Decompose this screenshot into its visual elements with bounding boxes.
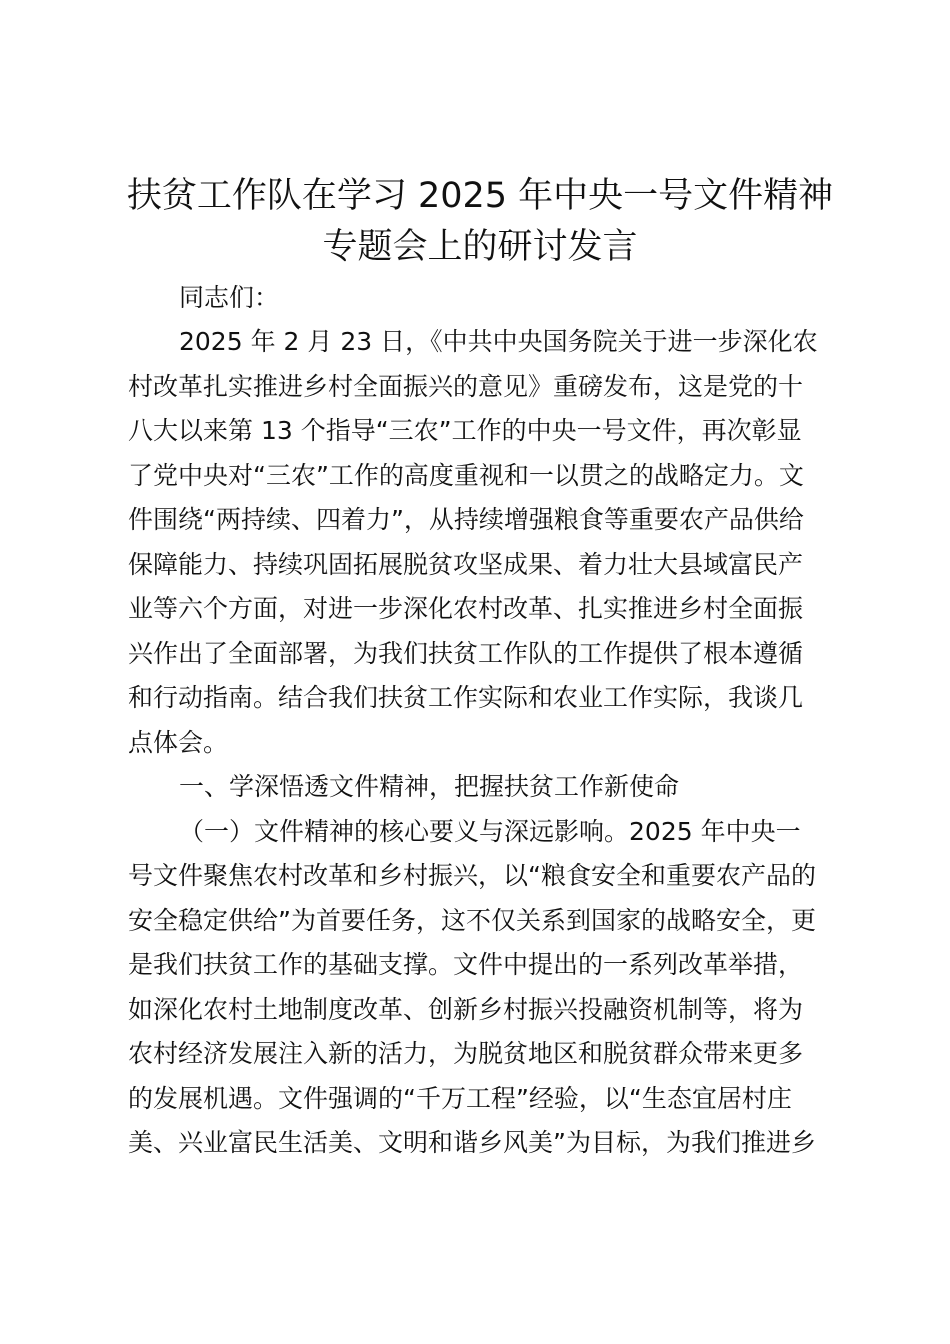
paragraph-line: 八大以来第 13 个指导“三农”工作的中央一号文件，再次彰显: [128, 416, 802, 445]
paragraph-line: 美、兴业富民生活美、文明和谐乡风美”为目标，为我们推进乡: [128, 1128, 816, 1157]
paragraph-line: 保障能力、持续巩固拓展脱贫攻坚成果、着力壮大县域富民产: [128, 550, 804, 579]
paragraph-line: 安全稳定供给”为首要任务，这不仅关系到国家的战略安全，更: [128, 906, 816, 935]
document-title-line-2: 专题会上的研讨发言: [322, 227, 638, 267]
paragraph-line: （一）文件精神的核心要义与深远影响。2025 年中央一: [179, 817, 801, 846]
paragraph-line: 农村经济发展注入新的活力，为脱贫地区和脱贫群众带来更多: [128, 1039, 804, 1068]
paragraph-line: 是我们扶贫工作的基础支撑。文件中提出的一系列改革举措，: [128, 950, 804, 979]
paragraph-line: 村改革扎实推进乡村全面振兴的意见》重磅发布，这是党的十: [128, 372, 804, 401]
paragraph-line: 业等六个方面，对进一步深化农村改革、扎实推进乡村全面振: [128, 594, 804, 623]
paragraph-line: 的发展机遇。文件强调的“千万工程”经验，以“生态宜居村庄: [128, 1084, 792, 1113]
paragraph-line: 2025 年 2 月 23 日，《中共中央国务院关于进一步深化农: [179, 327, 818, 356]
section-heading: 一、学深悟透文件精神，把握扶贫工作新使命: [179, 772, 680, 801]
paragraph-line: 件围绕“两持续、四着力”，从持续增强粮食等重要农产品供给: [128, 505, 804, 534]
paragraph-line: 和行动指南。结合我们扶贫工作实际和农业工作实际，我谈几: [128, 683, 804, 712]
paragraph-line: 兴作出了全面部署，为我们扶贫工作队的工作提供了根本遵循: [128, 639, 804, 668]
paragraph-line: 了党中央对“三农”工作的高度重视和一以贯之的战略定力。文: [128, 461, 804, 490]
document-title-line-1: 扶贫工作队在学习 2025 年中央一号文件精神: [126, 176, 834, 216]
paragraph-line: 如深化农村土地制度改革、创新乡村振兴投融资机制等，将为: [128, 995, 804, 1024]
paragraph-line: 号文件聚焦农村改革和乡村振兴，以“粮食安全和重要农产品的: [128, 861, 816, 890]
salutation: 同志们：: [179, 283, 280, 312]
paragraph-line: 点体会。: [128, 728, 229, 757]
